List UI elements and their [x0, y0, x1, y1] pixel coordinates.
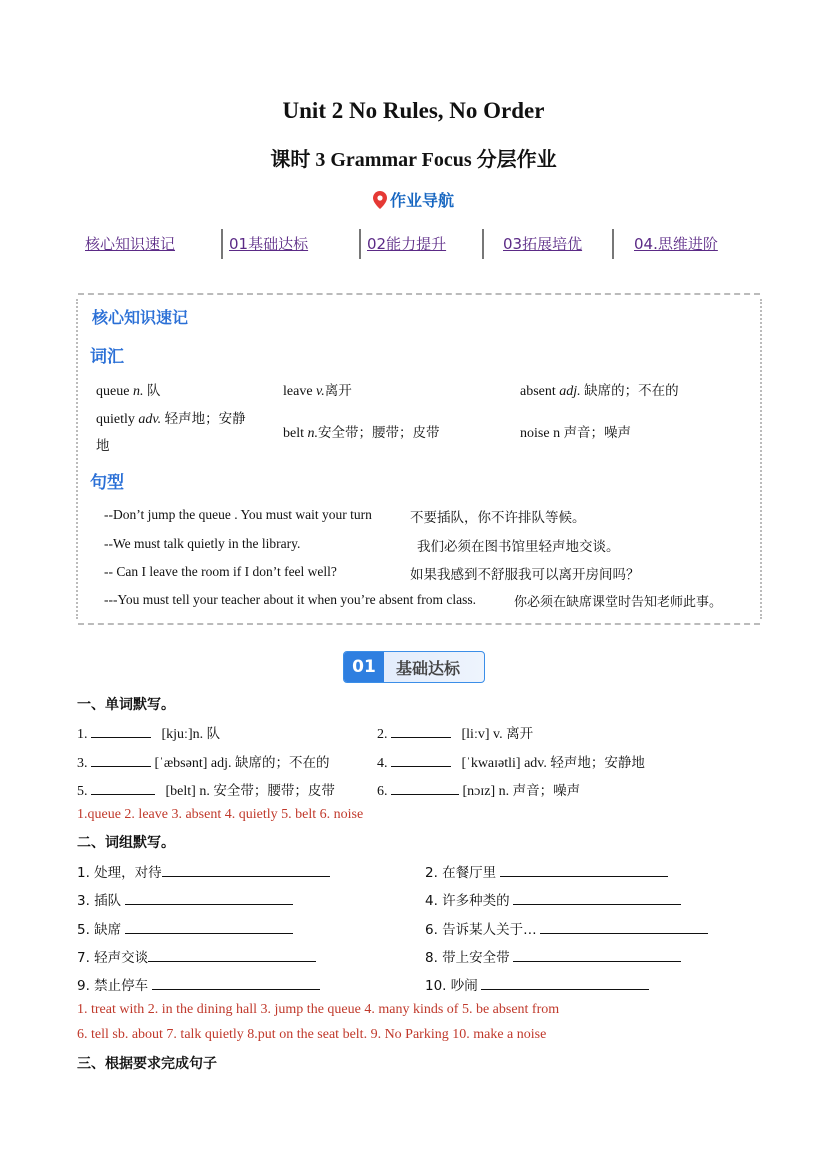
part2-answer: 1. treat with 2. in the dining hall 3. jump the queue 4. many kinds of 5. be absent from	[77, 1002, 560, 1017]
vocab-item: leave v.离开	[283, 383, 352, 399]
vocab-item: belt n.安全带；腰带；皮带	[283, 425, 440, 441]
phrase-question: 7. 轻声交谈	[77, 946, 316, 967]
part1-heading: 一、单词默写。	[77, 697, 175, 713]
vocab-item: absent adj. 缺席的；不在的	[520, 383, 679, 399]
phrase-question: 9. 禁止停车	[77, 974, 320, 995]
word-question: 2. [liːv] v. 离开	[377, 726, 534, 742]
sentence-cn: 我们必须在图书馆里轻声地交谈。	[417, 539, 620, 555]
nav-heading	[0, 188, 827, 213]
sentence-cn: 你必须在缺席课堂时告知老师此事。	[514, 595, 723, 610]
phrase-question: 10. 吵闹	[425, 974, 649, 995]
part2-heading: 二、词组默写。	[77, 835, 175, 851]
word-question: 1. [kjuː]n. 队	[77, 726, 221, 742]
nav-link-02[interactable]: 02能力提升	[367, 235, 447, 253]
vocab-item: quietly adv. 轻声地；安静	[96, 411, 246, 427]
section-badge-number: 01	[344, 652, 384, 682]
page-title: Unit 2 No Rules, No Order	[282, 98, 545, 123]
knowledge-heading: 核心知识速记	[92, 308, 189, 327]
page-subtitle: 课时 3 Grammar Focus 分层作业	[270, 149, 557, 171]
word-question: 4. [ˈkwaɪətli] adv. 轻声地；安静地	[377, 755, 645, 771]
word-question: 6. [nɔɪz] n. 声音；噪声	[377, 783, 581, 799]
sentence-en: --We must talk quietly in the library.	[104, 536, 301, 551]
nav-separator	[612, 229, 614, 259]
section-badge	[343, 651, 485, 683]
phrase-question: 1. 处理，对待	[77, 861, 330, 882]
section-badge-label: 基础达标	[396, 659, 461, 678]
nav-separator	[221, 229, 223, 259]
phrase-question: 8. 带上安全带	[425, 946, 681, 967]
word-question: 5. [belt] n. 安全带；腰带；皮带	[77, 783, 335, 799]
vocab-item: queue n. 队	[96, 383, 161, 399]
part2-answer: 6. tell sb. about 7. talk quietly 8.put on the seat belt. 9. No Parking 10. make a noise	[77, 1027, 547, 1042]
phrase-question: 4. 许多种类的	[425, 889, 681, 910]
sentence-cn: 不要插队，你不许排队等候。	[410, 510, 586, 526]
nav-link-01[interactable]: 01基础达标	[229, 235, 309, 253]
sentence-cn: 如果我感到不舒服我可以离开房间吗？	[410, 567, 640, 583]
vocab-item-wrap: 地	[96, 438, 110, 454]
nav-separator	[482, 229, 484, 259]
vocab-heading: 词汇	[90, 347, 124, 367]
nav-link-04[interactable]: 04.思维进阶	[634, 235, 718, 253]
word-question: 3. [ˈæbsənt] adj. 缺席的；不在的	[77, 755, 330, 771]
sentence-en: --Don’t jump the queue . You must wait your turn	[104, 507, 372, 522]
part1-answer: 1.queue 2. leave 3. absent 4. quietly 5. belt 6. noise	[77, 807, 364, 822]
nav-link-03[interactable]: 03拓展培优	[503, 235, 583, 253]
sentence-en: ---You must tell your teacher about it when you’re absent from class.	[104, 592, 477, 607]
part3-heading: 三、根据要求完成句子	[77, 1056, 217, 1072]
vocab-item: noise n 声音；噪声	[520, 425, 632, 441]
phrase-question: 6. 告诉某人关于…	[425, 918, 708, 939]
location-pin-icon	[373, 191, 387, 213]
phrase-question: 5. 缺席	[77, 918, 293, 939]
phrase-question: 3. 插队	[77, 889, 293, 910]
sentence-heading: 句型	[90, 473, 124, 493]
nav-separator	[359, 229, 361, 259]
nav-link-knowledge[interactable]: 核心知识速记	[85, 235, 176, 253]
phrase-question: 2. 在餐厅里	[425, 861, 668, 882]
nav-heading-label: 作业导航	[389, 191, 454, 210]
sentence-en: -- Can I leave the room if I don’t feel well?	[104, 564, 337, 579]
